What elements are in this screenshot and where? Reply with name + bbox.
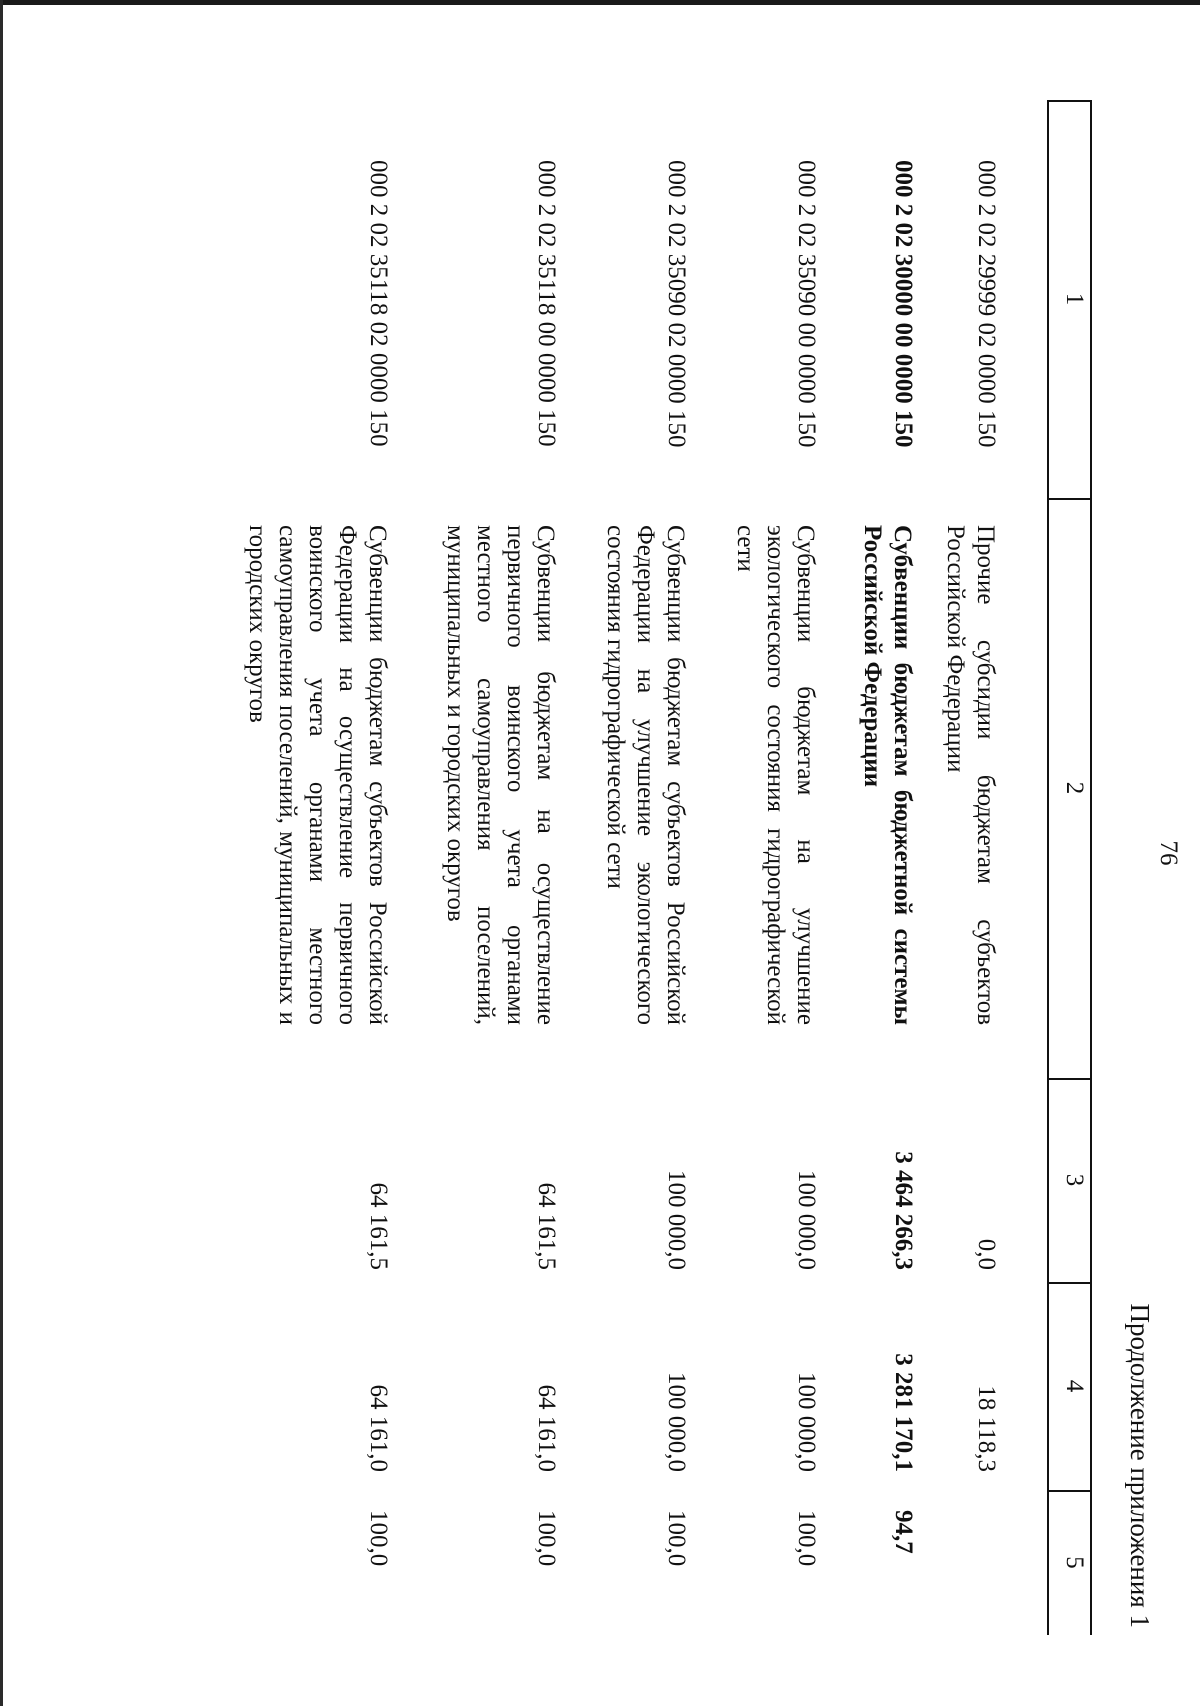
page-number: 76 — [1155, 840, 1182, 866]
column-number-4: 4 — [1061, 1379, 1088, 1393]
row-name: Субвенции бюджетам субъектов Российской Федерации на осуществление первичного воинского учета органами местного самоуправления поселений, муниципальных и городских округов — [244, 525, 391, 1025]
row-name: Субвенции бюджетам на улучшение экологического состояния гидрографической сети — [732, 525, 819, 1025]
row-col4: 3 281 170,1 — [890, 1353, 917, 1472]
row-col4: 100 000,0 — [663, 1372, 690, 1472]
continuation-label: Продолжение приложения 1 — [1125, 1303, 1155, 1628]
row-col5: 100,0 — [365, 1510, 392, 1567]
table-header-border — [1048, 100, 1050, 1635]
row-col5: 94,7 — [890, 1510, 917, 1554]
row-code: 000 2 02 29999 02 0000 150 — [973, 160, 1000, 448]
column-number-2: 2 — [1061, 781, 1088, 795]
row-col3: 3 464 266,3 — [890, 1151, 917, 1270]
row-col3: 100 000,0 — [663, 1170, 690, 1270]
row-col4: 64 161,0 — [365, 1384, 392, 1472]
row-col3: 0,0 — [973, 1238, 1000, 1270]
row-col4: 64 161,0 — [533, 1384, 560, 1472]
row-code: 000 2 02 35118 02 0000 150 — [365, 160, 392, 447]
row-col5: 100,0 — [663, 1510, 690, 1567]
row-col4: 100 000,0 — [793, 1372, 820, 1472]
column-number-1: 1 — [1061, 292, 1088, 306]
row-code: 000 2 02 30000 00 0000 150 — [890, 160, 917, 448]
row-name: Прочие субсидии бюджетам субъектов Российской Федерации — [942, 525, 999, 1025]
row-col3: 64 161,5 — [533, 1182, 560, 1270]
row-code: 000 2 02 35090 00 0000 150 — [793, 160, 820, 448]
row-code: 000 2 02 35118 00 0000 150 — [533, 160, 560, 447]
row-col4: 18 118,3 — [973, 1385, 1000, 1472]
row-col5: 100,0 — [533, 1510, 560, 1567]
column-number-5: 5 — [1061, 1556, 1088, 1569]
table-top-border — [1090, 100, 1092, 1635]
row-code: 000 2 02 35090 02 0000 150 — [663, 160, 690, 448]
row-name: Субвенции бюджетам на осуществление первичного воинского учета органами местного самоуправления поселений, муниципальных и городских округов — [442, 525, 559, 1025]
row-name: Субвенции бюджетам бюджетной системы Российской Федерации — [859, 525, 916, 1025]
row-col5: 100,0 — [793, 1510, 820, 1567]
row-col3: 64 161,5 — [365, 1182, 392, 1270]
column-number-3: 3 — [1061, 1173, 1088, 1187]
row-name: Субвенции бюджетам субъектов Российской Федерации на улучшение экологического состояния гидрографической сети — [602, 525, 689, 1025]
row-col3: 100 000,0 — [793, 1170, 820, 1270]
